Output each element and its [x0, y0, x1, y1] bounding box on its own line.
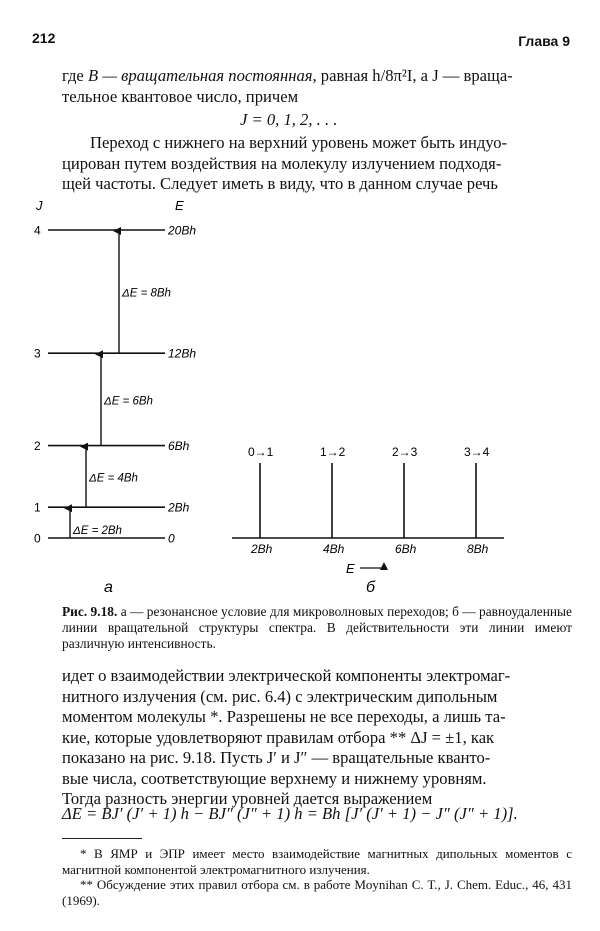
panel-label-a: а — [104, 579, 113, 596]
level-energy-label: 12Bh — [168, 346, 197, 361]
transition-energy-label: ΔE = 6Bh — [104, 395, 153, 408]
spectral-energy-label: 8Bh — [467, 542, 489, 556]
level-energy-label: 2Bh — [168, 500, 190, 515]
paragraph-2-line: моментом молекулы *. Разрешены не все переходы, а лишь та- — [62, 707, 506, 726]
energy-equation: ΔE = BJ′ (J′ + 1) h − BJ″ (J″ + 1) h = Bh [J′ (J′ + 1) − J″ (J″ + 1)]. — [62, 804, 518, 823]
transition-energy-label: ΔE = 4Bh — [89, 472, 138, 485]
level-energy-label: 6Bh — [168, 439, 190, 454]
level-energy-label: 0 — [168, 531, 175, 546]
spectrum-diagram — [232, 445, 504, 576]
intro-line-2: тельное квантовое число, причем — [62, 86, 299, 106]
spectral-energy-label: 4Bh — [323, 542, 345, 556]
level-j-label: 2 — [34, 439, 41, 454]
transition-energy-label: ΔE = 2Bh — [73, 525, 122, 537]
level-j-label: 0 — [34, 531, 41, 546]
paragraph-1 — [62, 133, 572, 195]
transition-energy-label: ΔE = 8Bh — [122, 287, 171, 300]
panel-label-b: б — [366, 579, 375, 596]
page-number: 212 — [32, 30, 56, 46]
chapter-title: Глава 9 — [518, 33, 570, 49]
paragraph-2-line: нитного излучения (см. рис. 6.4) с электрическим дипольным — [62, 686, 498, 706]
level-j-label: 4 — [34, 223, 41, 238]
intro-text — [62, 66, 572, 107]
quantum-number-formula: J = 0, 1, 2, . . . — [240, 110, 338, 129]
e-axis-label: E — [175, 198, 184, 213]
spectrum-axis-label: E — [346, 561, 355, 576]
footnote-rule — [62, 838, 142, 839]
figure-9-18 — [0, 195, 600, 605]
figure-caption: Рис. 9.18. а — резонансное условие для микроволновых переходов; б — равноудаленные линии вращательной структуры спектра. В действительности эти линии имеют различную интенсивность. — [62, 604, 572, 651]
paragraph-2-line: Тогда разность энергии уровней дается выражением — [62, 789, 433, 808]
j-axis-label: J — [36, 198, 43, 213]
footnotes — [62, 846, 572, 908]
level-energy-label: 20Bh — [168, 223, 197, 238]
level-j-label: 3 — [34, 346, 41, 361]
paragraph-2 — [62, 666, 572, 810]
paragraph-2-line: вые числа, соответствующие верхнему и нижнему уровням. — [62, 768, 487, 788]
spectral-transition-label: 3→4 — [464, 445, 490, 459]
paragraph-1-line: щей частоты. Следует иметь в виду, что в данном случае речь — [62, 174, 498, 193]
spectral-transition-label: 2→3 — [392, 445, 418, 459]
footnote-1: * В ЯМР и ЭПР имеет место взаимодействие магнитных дипольных моментов с магнитной компонентой электромагнитного излучения. — [62, 846, 572, 877]
spectral-transition-label: 0→1 — [248, 445, 274, 459]
spectral-energy-label: 6Bh — [395, 542, 417, 556]
paragraph-2-line: показано на рис. 9.18. Пусть J′ и J″ — вращательные кванто- — [62, 748, 491, 767]
intro-line-1: где B — вращательная постоянная, равная h/8π²I, а J — враща- — [62, 66, 513, 85]
spectral-transition-label: 1→2 — [320, 445, 346, 459]
paragraph-2-line: идет о взаимодействии электрической компоненты электромаг- — [62, 666, 511, 685]
paragraph-2-line: кие, которые удовлетворяют правилам отбора ** ΔJ = ±1, как — [62, 727, 495, 747]
paragraph-1-line: Переход с нижнего на верхний уровень может быть индуо- — [90, 133, 508, 152]
paragraph-1-line: цирован путем воздействия на молекулу излучением подходя- — [62, 153, 502, 173]
footnote-2: ** Обсуждение этих правил отбора см. в работе Moynihan C. T., J. Chem. Educ., 46, 431 (1969). — [62, 877, 572, 908]
energy-level-diagram — [34, 198, 196, 546]
level-j-label: 1 — [34, 500, 41, 515]
spectral-energy-label: 2Bh — [251, 542, 273, 556]
